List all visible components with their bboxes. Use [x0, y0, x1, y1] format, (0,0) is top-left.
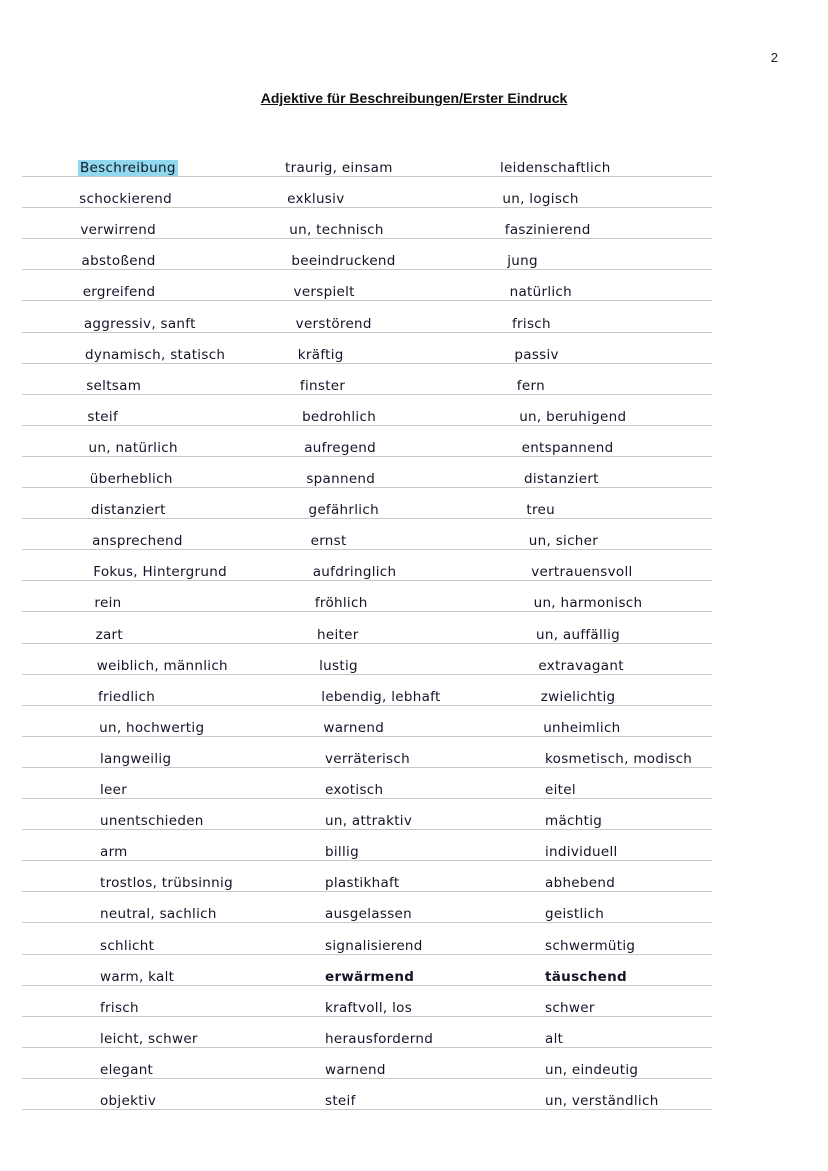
word-entry: treu — [526, 502, 555, 519]
word-entry: exklusiv — [287, 191, 345, 208]
ruled-line — [22, 487, 712, 488]
word-entry: aufregend — [304, 439, 377, 456]
word-entry: billig — [325, 844, 359, 861]
word-entry: signalisierend — [325, 937, 423, 954]
word-entry: un, harmonisch — [533, 595, 643, 612]
ruled-line — [22, 549, 712, 550]
word-entry: mächtig — [545, 813, 603, 830]
word-entry: un, verständlich — [545, 1093, 659, 1109]
word-entry: trostlos, trübsinnig — [100, 875, 233, 892]
word-entry: ausgelassen — [325, 906, 412, 923]
word-entry: arm — [100, 844, 128, 861]
word-entry: aufdringlich — [312, 564, 397, 581]
ruled-line — [22, 176, 712, 177]
word-entry: faszinierend — [504, 222, 591, 239]
word-entry: un, hochwertig — [99, 719, 205, 736]
word-entry: kraftvoll, los — [325, 999, 413, 1016]
word-entry: täuschend — [545, 968, 627, 985]
word-entry: verspielt — [293, 284, 355, 301]
word-entry: erwärmend — [325, 968, 415, 985]
ruled-line — [22, 518, 712, 519]
word-entry: ernst — [310, 533, 347, 550]
ruled-line — [22, 1109, 712, 1110]
word-entry: unheimlich — [543, 719, 621, 736]
word-entry: un, beruhigend — [519, 408, 627, 425]
word-entry: un, sicher — [528, 533, 599, 550]
ruled-line — [22, 611, 712, 612]
word-entry: heiter — [317, 626, 359, 643]
word-entry: un, logisch — [502, 191, 579, 208]
word-entry: frisch — [100, 999, 139, 1016]
ruled-line — [22, 860, 712, 861]
word-entry: plastikhaft — [325, 875, 400, 892]
word-entry: elegant — [100, 1061, 154, 1078]
word-entry: un, auffällig — [536, 626, 621, 643]
word-entry: un, technisch — [289, 222, 384, 239]
word-entry: fern — [516, 377, 545, 394]
word-entry: warnend — [323, 719, 385, 736]
ruled-line — [22, 643, 712, 644]
word-entry: natürlich — [509, 284, 573, 301]
word-entry: warnend — [325, 1061, 386, 1078]
ruled-line — [22, 798, 712, 799]
word-entry: un, attraktiv — [325, 813, 413, 830]
word-entry: zwielichtig — [540, 688, 616, 705]
word-entry: steif — [87, 408, 119, 425]
page-number: 2 — [770, 50, 778, 65]
word-entry: lebendig, lebhaft — [321, 688, 441, 705]
ruled-line — [22, 363, 712, 364]
word-entry: un, eindeutig — [545, 1061, 639, 1078]
word-entry: aggressiv, sanft — [83, 315, 196, 332]
ruled-line — [22, 207, 712, 208]
word-entry: leer — [100, 782, 128, 798]
word-entry: bedrohlich — [302, 408, 377, 425]
word-entry: Beschreibung — [80, 160, 176, 176]
word-entry: kosmetisch, modisch — [545, 750, 693, 767]
ruled-line — [22, 985, 712, 986]
ruled-line — [22, 425, 712, 426]
word-entry: vertrauensvoll — [531, 564, 633, 581]
word-entry: abhebend — [545, 875, 616, 892]
word-entry: fröhlich — [314, 595, 368, 612]
ruled-line — [22, 674, 712, 675]
word-entry: individuell — [545, 844, 618, 861]
ruled-line — [22, 300, 712, 301]
word-entry: exotisch — [325, 782, 384, 798]
word-entry: alt — [545, 1030, 564, 1047]
word-entry: extravagant — [538, 657, 624, 674]
word-entry: entspannend — [521, 439, 614, 456]
ruled-line — [22, 829, 712, 830]
word-entry: leidenschaftlich — [500, 160, 611, 176]
ruled-line — [22, 238, 712, 239]
word-entry: verstörend — [295, 315, 372, 332]
word-entry: ergreifend — [82, 284, 156, 301]
word-entry: lustig — [319, 657, 358, 674]
word-entry: schwer — [545, 999, 595, 1016]
word-entry: warm, kalt — [100, 968, 175, 985]
word-entry: überheblich — [89, 471, 173, 487]
ruled-line — [22, 1078, 712, 1079]
word-entry: frisch — [512, 315, 551, 332]
word-entry: schwermütig — [545, 937, 636, 954]
word-entry: langweilig — [100, 750, 172, 767]
word-entry: herausfordernd — [325, 1030, 434, 1047]
ruled-line — [22, 705, 712, 706]
word-entry: objektiv — [100, 1093, 157, 1109]
ruled-line — [22, 269, 712, 270]
page-title: Adjektive für Beschreibungen/Erster Eindruck — [260, 90, 568, 106]
ruled-line — [22, 332, 712, 333]
word-entry: zart — [95, 626, 123, 643]
ruled-line — [22, 456, 712, 457]
word-entry: Fokus, Hintergrund — [93, 564, 227, 581]
word-entry: distanziert — [524, 471, 599, 487]
word-entry: verwirrend — [80, 222, 156, 239]
word-entry: jung — [507, 253, 538, 270]
ruled-line — [22, 891, 712, 892]
word-entry: distanziert — [90, 502, 166, 519]
word-entry: finster — [299, 377, 346, 394]
word-entry: schockierend — [79, 191, 173, 208]
ruled-line — [22, 922, 712, 923]
word-entry: un, natürlich — [88, 439, 178, 456]
ruled-line — [22, 1016, 712, 1017]
word-entry: seltsam — [86, 377, 142, 394]
word-entry: dynamisch, statisch — [85, 346, 226, 363]
word-entry: passiv — [514, 346, 559, 363]
ruled-line — [22, 954, 712, 955]
word-entry: friedlich — [97, 688, 156, 705]
word-entry: beeindruckend — [291, 253, 396, 270]
word-entry: rein — [94, 595, 122, 612]
word-entry: steif — [325, 1093, 356, 1109]
word-entry: kräftig — [297, 346, 344, 363]
word-entry: unentschieden — [100, 813, 204, 830]
word-entry: leicht, schwer — [100, 1030, 198, 1047]
word-entry: verräterisch — [325, 750, 410, 767]
ruled-line — [22, 767, 712, 768]
word-entry: neutral, sachlich — [100, 906, 217, 923]
word-entry: geistlich — [545, 906, 605, 923]
ruled-line — [22, 736, 712, 737]
word-entry: gefährlich — [308, 502, 379, 519]
ruled-line — [22, 580, 712, 581]
word-entry: eitel — [545, 782, 576, 798]
ruled-line — [22, 1047, 712, 1048]
word-entry: traurig, einsam — [285, 160, 393, 176]
word-entry: abstoßend — [81, 253, 156, 270]
word-entry: ansprechend — [92, 533, 183, 550]
ruled-line — [22, 394, 712, 395]
word-entry: spannend — [306, 471, 376, 487]
word-entry: weiblich, männlich — [96, 657, 228, 674]
word-entry: schlicht — [100, 937, 155, 954]
